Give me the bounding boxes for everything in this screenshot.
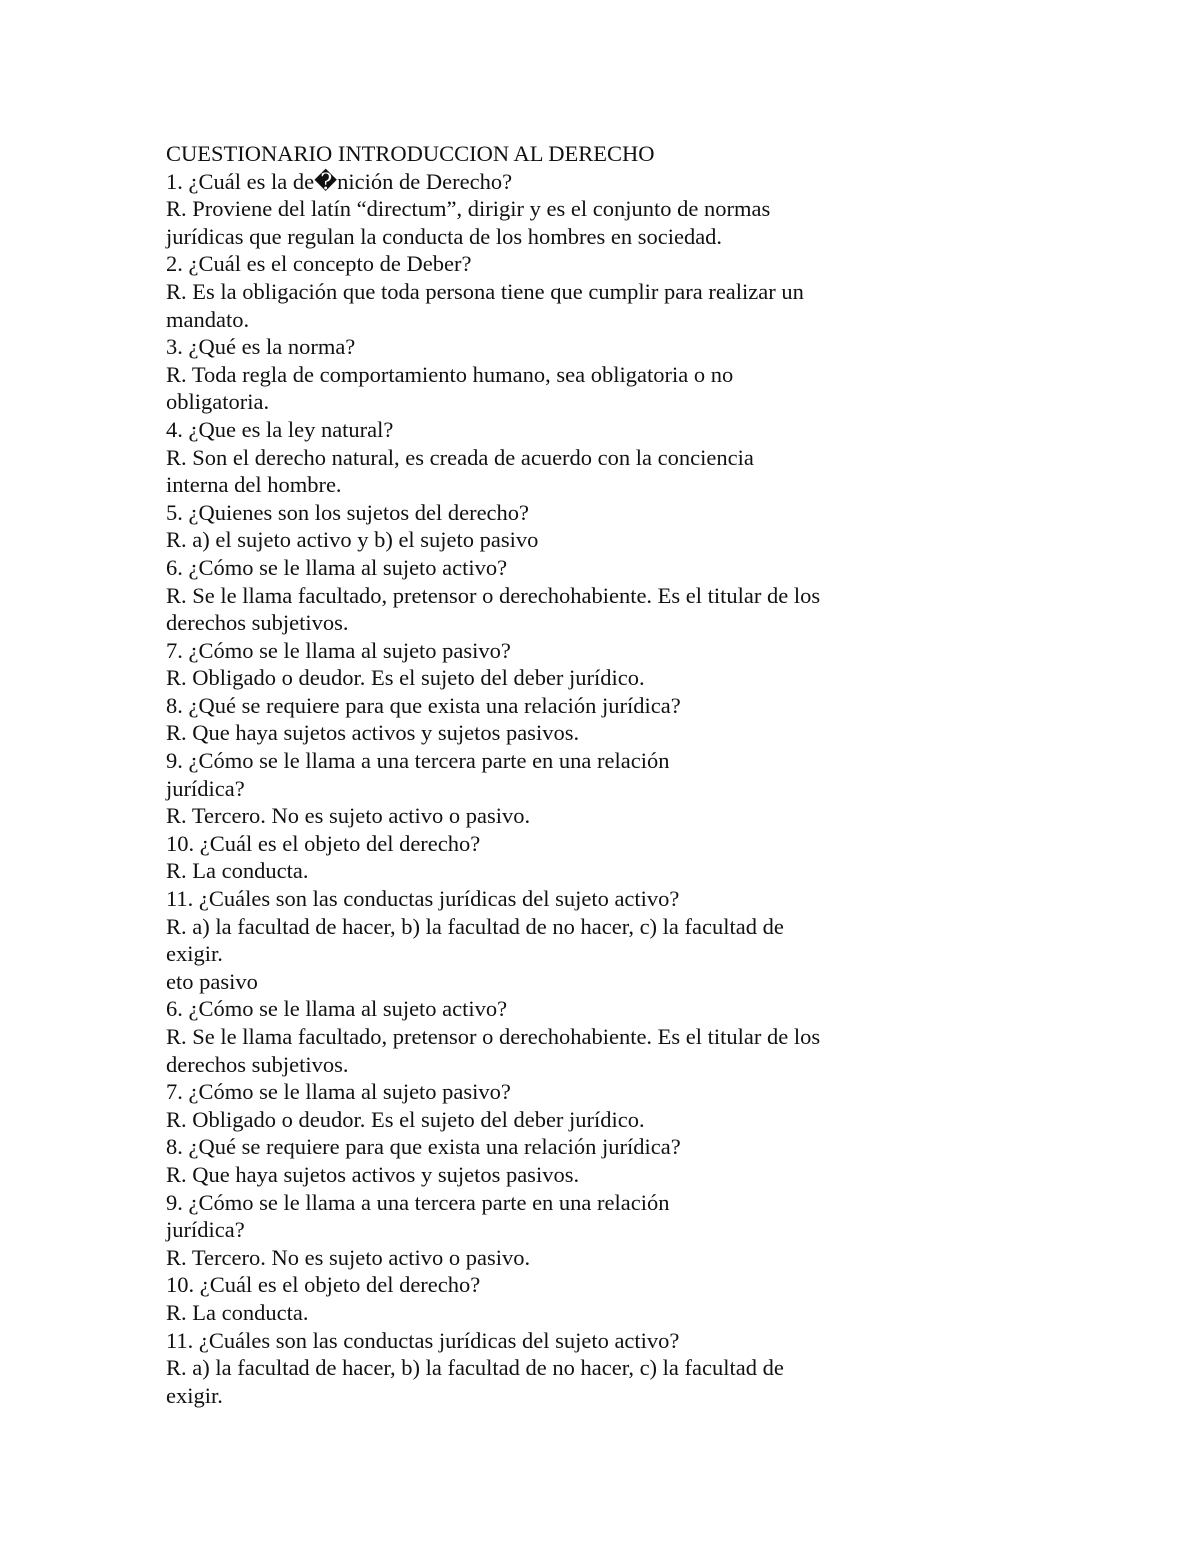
text-line: R. Que haya sujetos activos y sujetos pasivos.: [166, 1161, 580, 1187]
text-line: 3. ¿Qué es la norma?: [166, 334, 356, 360]
text-line: 6. ¿Cómo se le llama al sujeto activo?: [166, 554, 508, 580]
text-line: R. Tercero. No es sujeto activo o pasivo.: [166, 1244, 531, 1270]
text-line: exigir.: [166, 941, 223, 967]
text-line: mandato.: [166, 306, 250, 332]
text-line: R. a) el sujeto activo y b) el sujeto pasivo: [166, 527, 539, 553]
document-title: CUESTIONARIO INTRODUCCION AL DERECHO: [166, 141, 655, 166]
text-line: R. Tercero. No es sujeto activo o pasivo.: [166, 803, 531, 829]
text-line: derechos subjetivos.: [166, 1051, 349, 1077]
text-line: exigir.: [166, 1382, 223, 1408]
text-line: jurídicas que regulan la conducta de los hombres en sociedad.: [166, 223, 723, 249]
text-line: 9. ¿Cómo se le llama a una tercera parte en una relación: [166, 748, 670, 774]
text-line: 8. ¿Qué se requiere para que exista una relación jurídica?: [166, 1134, 681, 1160]
text-line: R. Es la obligación que toda persona tiene que cumplir para realizar un: [166, 278, 804, 304]
text-line: eto pasivo: [166, 968, 258, 994]
text-line: 7. ¿Cómo se le llama al sujeto pasivo?: [166, 1079, 511, 1105]
text-line: R. Se le llama facultado, pretensor o derechohabiente. Es el titular de los: [166, 582, 821, 608]
text-line: 10. ¿Cuál es el objeto del derecho?: [166, 830, 481, 856]
text-line: 4. ¿Que es la ley natural?: [166, 416, 394, 442]
text-line: 11. ¿Cuáles son las conductas jurídicas del sujeto activo?: [166, 1327, 680, 1353]
text-line: R. Que haya sujetos activos y sujetos pasivos.: [166, 720, 580, 746]
text-line: 8. ¿Qué se requiere para que exista una relación jurídica?: [166, 692, 681, 718]
text-line: R. Obligado o deudor. Es el sujeto del deber jurídico.: [166, 1106, 645, 1132]
text-line: R. Proviene del latín “directum”, dirigir y es el conjunto de normas: [166, 196, 771, 222]
text-line: R. La conducta.: [166, 858, 309, 884]
text-line: R. Toda regla de comportamiento humano, sea obligatoria o no: [166, 361, 734, 387]
text-line: jurídica?: [166, 1217, 245, 1243]
text-line: 6. ¿Cómo se le llama al sujeto activo?: [166, 996, 508, 1022]
document-body: [166, 140, 1066, 1409]
text-line: R. a) la facultad de hacer, b) la facultad de no hacer, c) la facultad de: [166, 913, 784, 939]
text-line: R. a) la facultad de hacer, b) la facultad de no hacer, c) la facultad de: [166, 1355, 784, 1381]
text-line: 11. ¿Cuáles son las conductas jurídicas del sujeto activo?: [166, 886, 680, 912]
text-line: R. Se le llama facultado, pretensor o derechohabiente. Es el titular de los: [166, 1024, 821, 1049]
text-line: R. La conducta.: [166, 1299, 309, 1325]
text-line: R. Son el derecho natural, es creada de acuerdo con la conciencia: [166, 444, 754, 470]
text-line: jurídica?: [166, 775, 245, 801]
text-line: 10. ¿Cuál es el objeto del derecho?: [166, 1272, 481, 1298]
text-line: 5. ¿Quienes son los sujetos del derecho?: [166, 499, 530, 525]
text-line: 1. ¿Cuál es la de�nición de Derecho?: [166, 168, 513, 194]
text-line: 2. ¿Cuál es el concepto de Deber?: [166, 251, 472, 277]
text-line: interna del hombre.: [166, 472, 342, 498]
text-line: derechos subjetivos.: [166, 610, 349, 636]
text-line: 9. ¿Cómo se le llama a una tercera parte en una relación: [166, 1189, 670, 1215]
text-line: 7. ¿Cómo se le llama al sujeto pasivo?: [166, 637, 511, 663]
text-line: obligatoria.: [166, 389, 270, 415]
text-line: R. Obligado o deudor. Es el sujeto del deber jurídico.: [166, 665, 645, 691]
